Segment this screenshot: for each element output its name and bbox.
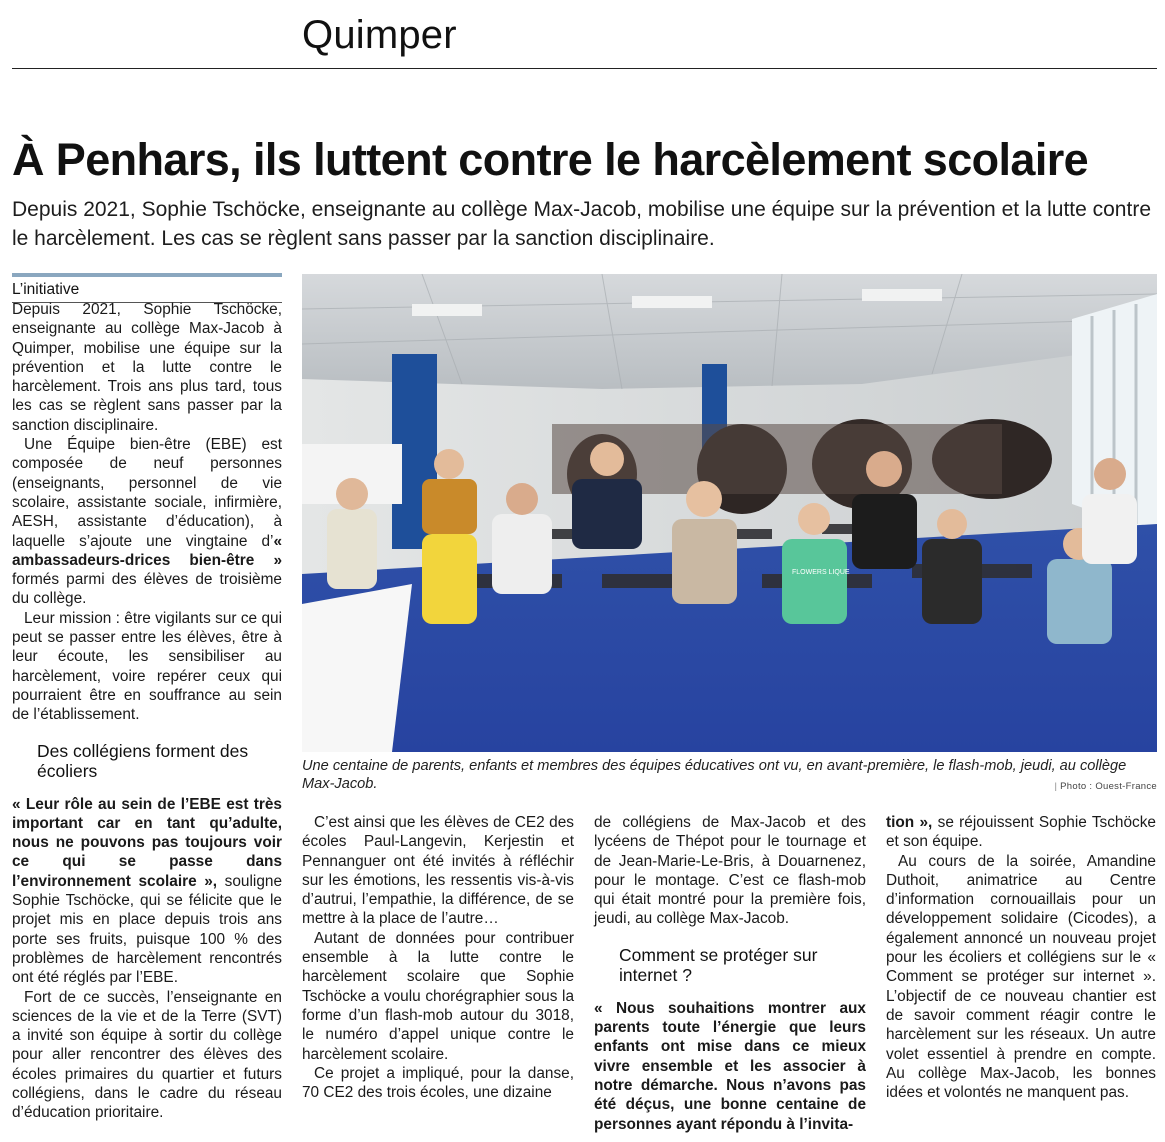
bold-quote: « Nous souhaitions montrer aux parents toute l’énergie que leurs enfants ont mise dans ce mieux vivre ensemble et les associer à notre démarche. Nous n’avons pas été déçus, une bonne centaine de personnes ayant répondu à l’invita-	[594, 999, 866, 1133]
text-run: Une Équipe bien-être (EBE) est composée de neuf personnes (enseignants, personnel de vie scolaire, assistante sociale, infirmière, AESH, assistante d’éducation), à laquelle s’ajoute une vingtaine d’	[12, 436, 282, 550]
article-column-3	[594, 813, 866, 1134]
photo-credit: | Photo : Ouest-France	[1054, 781, 1157, 792]
paragraph: de collégiens de Max-Jacob et des lycéens de Thépot pour le tournage et de Jean-Marie-Le-Bris, à Douarnenez, pour le montage. C’est ce flash-mob qui était montré pour la première fois, jeudi, au collège Max-Jacob.	[594, 814, 866, 928]
text-run: se réjouissent Sophie Tschöcke et son équipe.	[886, 814, 1156, 851]
standfirst: Depuis 2021, Sophie Tschöcke, enseignante au collège Max-Jacob, mobilise une équipe sur la prévention et la lutte contre le harcèlement. Les cas se règlent sans passer par la sanction disciplinaire.	[12, 198, 1151, 250]
text-run: formés parmi des élèves de troisième du collège.	[12, 571, 282, 608]
paragraph	[886, 813, 1156, 852]
paragraph	[12, 435, 282, 609]
paragraph: Depuis 2021, Sophie Tschöcke, enseignante au collège Max-Jacob à Quimper, mobilise une équipe sur la prévention et la lutte contre le harcèlement. Trois ans plus tard, tous les cas se règlent sans passer par la sanction disciplinaire.	[12, 301, 282, 434]
subheading: Des collégiens forment des écoliers	[37, 740, 249, 781]
ceiling-light	[632, 296, 712, 308]
shirt-print: FLOWERS LIQUE	[792, 569, 850, 576]
section-title: Quimper	[302, 13, 457, 57]
photo-caption: Une centaine de parents, enfants et membres des équipes éducatives ont vu, en avant-première, le flash-mob, jeudi, au collège Max-Jacob.	[302, 758, 1127, 792]
ceiling-light	[412, 304, 482, 316]
article-column-1	[12, 300, 282, 1123]
paragraph: Ce projet a impliqué, pour la danse, 70 CE2 des trois écoles, une dizaine	[302, 1064, 574, 1102]
bold-quote: « ambassadeurs-drices bien-être »	[12, 532, 282, 569]
classroom-photo-illustration	[302, 274, 1157, 752]
bold-quote: « Leur rôle au sein de l’EBE est très important car en tant qu’adulte, nous ne pouvons pas toujours voir ce qui se passe dans l’environnement scolaire »,	[12, 795, 282, 890]
text-run: souligne Sophie Tschöcke, qui se félicite que le projet mis en place depuis trois ans porte ses fruits, puisque 100 % des problèmes de harcèlement rencontrés ont été réglés par l’EBE.	[12, 872, 282, 987]
paragraph: C’est ainsi que les élèves de CE2 des écoles Paul-Langevin, Kerjestin et Pennanguer ont été invités à réfléchir sur les émotions, les ressentis vis-à-vis d’autrui, l’empathie, la différence, de se mettre à la place de l’autre…	[302, 814, 574, 928]
bold-quote: tion »,	[886, 814, 933, 831]
paragraph: Leur mission : être vigilants sur ce qui peut se passer entre les élèves, être à leur écoute, les sensibiliser au harcèlement, voire repérer ceux qui pourraient être en souffrance au sein de l’établissement.	[12, 609, 282, 724]
rubric-label: L’initiative	[12, 273, 282, 303]
paragraph: Autant de données pour contribuer ensemble à la lutte contre le harcèlement scolaire que Sophie Tschöcke a voulu chorégraphier sous la forme d’un flash-mob autour du 3018, le numéro d’appel unique contre le harcèlement scolaire.	[302, 929, 574, 1063]
paragraph: Au cours de la soirée, Amandine Duthoit, animatrice au Centre d’information cornouaillais pour un développement solidaire (Cicodes), a également annoncé un nouveau projet pour les écoliers et collégiens sur le « Comment se protéger sur internet ». L’objectif de ce nouveau chantier est de savoir comment réagir contre le harcèlement sur les réseaux. Un autre volet essentiel à prendre en compte. Au collège Max-Jacob, les bonnes idées et volontés ne manquent pas.	[886, 852, 1156, 1102]
article-column-2	[302, 813, 574, 1102]
article-photo	[302, 274, 1157, 752]
headline: À Penhars, ils luttent contre le harcèlement scolaire	[12, 134, 1089, 185]
paragraph	[12, 795, 282, 988]
header-rule	[12, 68, 1157, 69]
paragraph: Fort de ce succès, l’enseignante en sciences de la vie et de la Terre (SVT) a invité son équipe à sortir du collège pour aller rencontrer des élèves des écoles primaires du quartier et futurs collégiens, dans le cadre du réseau d’éducation prioritaire.	[12, 988, 282, 1122]
subheading: Comment se protéger sur internet ?	[619, 944, 818, 985]
ceiling-light	[862, 289, 942, 301]
article-column-4	[886, 813, 1156, 1102]
